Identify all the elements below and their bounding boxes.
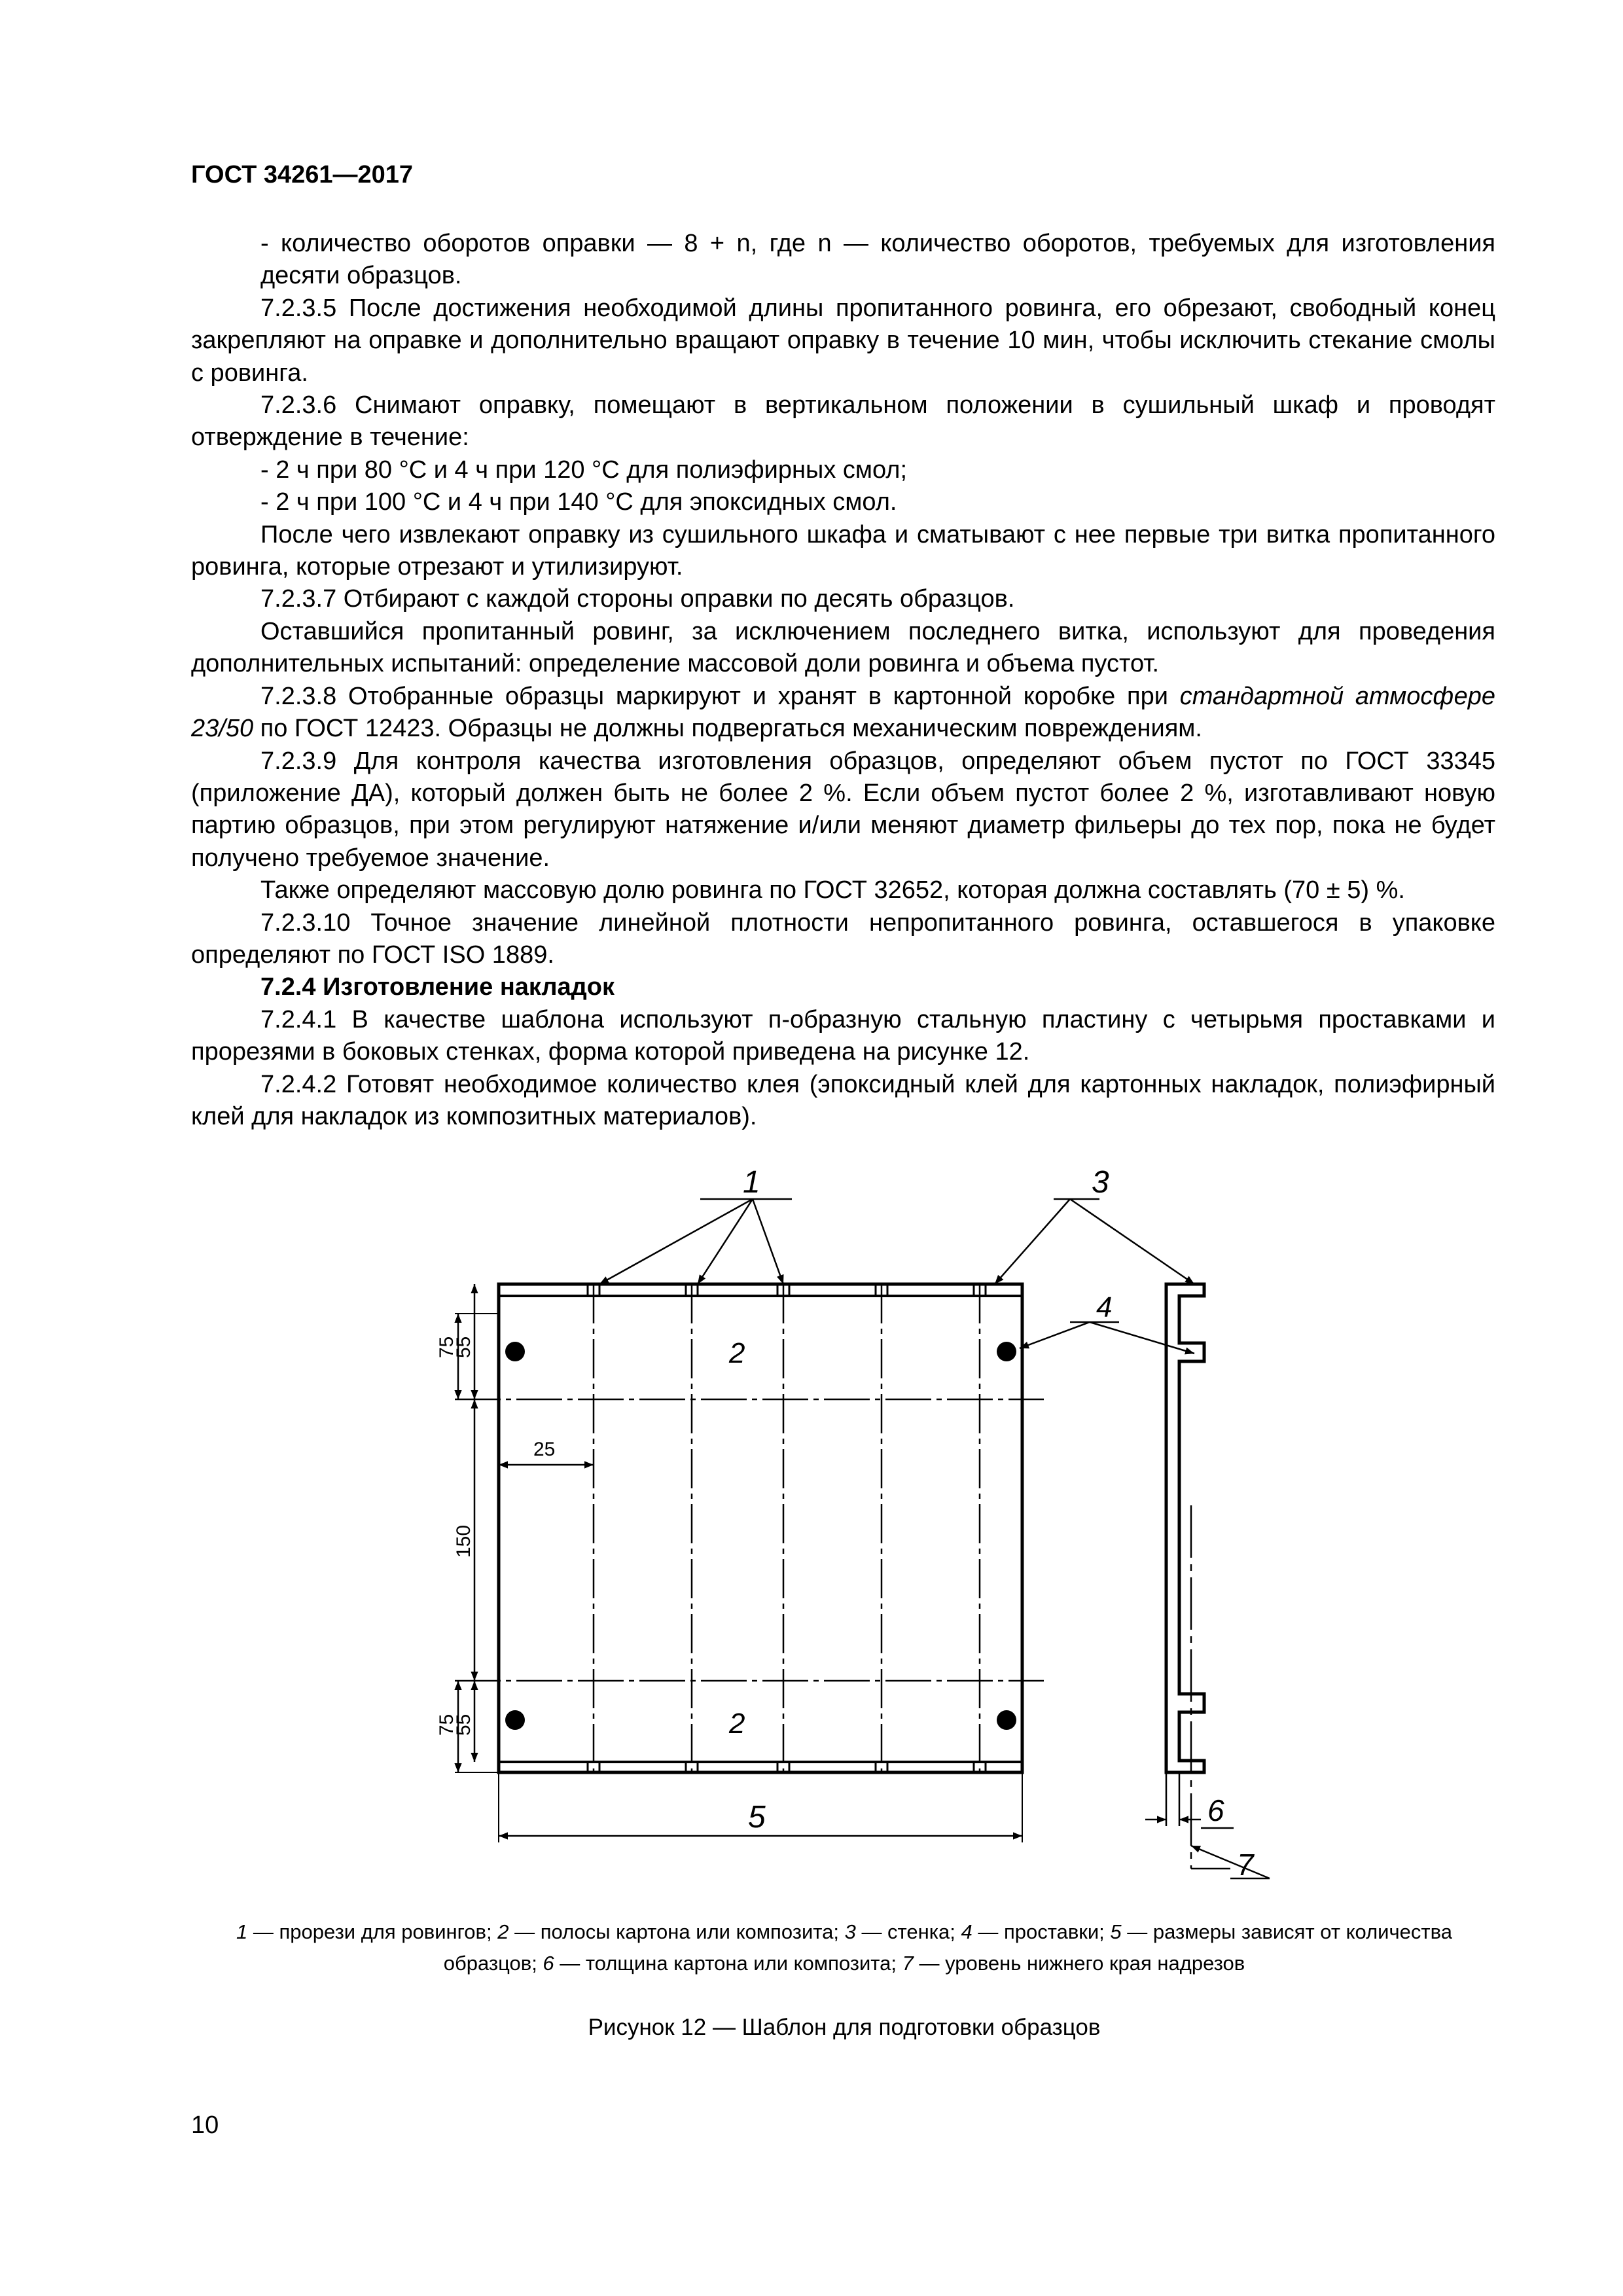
callout-1: 1 (743, 1165, 760, 1200)
legend-number: 4 (961, 1920, 972, 1943)
paragraph: 7.2.3.9 Для контроля качества изготовления образцов, определяют объем пустот по ГОСТ 33345 (приложение ДА), который должен быть не более 2 %. Если объем пустот более 2 %, изготавливают новую партию образцов, при этом регулируют натяжение и/или меняют диаметр фильеры до тех пор, пока не будет получено требуемое значение. (191, 747, 1495, 872)
page-number: 10 (191, 2111, 219, 2139)
legend-number: 3 (844, 1920, 856, 1943)
leader-line (698, 1199, 753, 1284)
paragraph: 7.2.3.6 Снимают оправку, помещают в вертикальном положении в сушильный шкаф и проводят отверждение в течение: (191, 391, 1495, 452)
legend-text: — проставки; (972, 1920, 1111, 1943)
dim-label-75-top: 75 (436, 1336, 457, 1358)
legend-text: — толщина картона или композита; (554, 1952, 902, 1975)
document-header: ГОСТ 34261—2017 (191, 161, 414, 188)
callout-2-bottom: 2 (729, 1708, 745, 1740)
paragraph: 7.2.3.5 После достижения необходимой длины пропитанного ровинга, его обрезают, свободный конец закрепляют на оправке и дополнительно вращают оправку в течение 10 мин, чтобы исключить стекание смолы с ровинга. (191, 294, 1495, 387)
figure-legend (196, 1916, 1492, 1979)
legend-text: — размеры зависят от количества образцов; (443, 1920, 1452, 1975)
paragraph: - количество оборотов оправки — 8 + n, где n — количество оборотов, требуемых для изготовления десяти образцов. (260, 230, 1495, 290)
list-item: - 2 ч при 80 °C и 4 ч при 120 °C для полиэфирных смол; (260, 456, 908, 484)
figure-caption: Рисунок 12 — Шаблон для подготовки образцов (588, 2015, 1101, 2040)
leader-line (1191, 1846, 1270, 1878)
leader-line (995, 1199, 1070, 1284)
section-heading: 7.2.4 Изготовление накладок (260, 973, 615, 1001)
leader-line (599, 1199, 753, 1284)
paragraph: 7.2.3.7 Отбирают с каждой стороны оправки по десять образцов. (260, 585, 1015, 613)
legend-number: 6 (543, 1952, 554, 1975)
italic-term: стандартной атмосфере 23/50 (191, 682, 1495, 743)
dim-label-55-top: 55 (453, 1336, 474, 1358)
leader-line (1020, 1322, 1090, 1348)
callout-5: 5 (748, 1800, 766, 1835)
legend-number: 1 (236, 1920, 248, 1943)
paragraph: 7.2.3.10 Точное значение линейной плотности непропитанного ровинга, оставшегося в упаковке определяют по ГОСТ ISO 1889. (191, 908, 1495, 969)
spacer-dot (505, 1710, 525, 1730)
callout-3: 3 (1092, 1165, 1109, 1200)
paragraph: 7.2.4.2 Готовят необходимое количество клея (эпоксидный клей для картонных накладок, полиэфирный клей для накладок из композитных материалов). (191, 1070, 1495, 1130)
callout-4: 4 (1096, 1291, 1113, 1323)
paragraph: 7.2.4.1 В качестве шаблона используют п-образную стальную пластину с четырьмя проставками и прорезями в боковых стенках, форма которой приведена на рисунке 12. (191, 1005, 1495, 1066)
paragraph (191, 681, 1495, 745)
side-view-wall (1166, 1284, 1204, 1772)
template-drawing-svg (386, 1158, 1302, 1898)
paragraph: Оставшийся пропитанный ровинг, за исключением последнего витка, используют для проведения дополнительных испытаний: определение массовой доли ровинга и объема пустот. (191, 617, 1495, 678)
paragraph: После чего извлекают оправку из сушильного шкафа и сматывают с нее первые три витка пропитанного ровинга, которые отрезают и утилизируют. (191, 520, 1495, 581)
dim-label-55-bottom: 55 (453, 1713, 474, 1736)
callout-6: 6 (1207, 1793, 1224, 1827)
template-plate (499, 1284, 1022, 1772)
spacer-dot (505, 1342, 525, 1361)
list-item: - 2 ч при 100 °C и 4 ч при 140 °C для эпоксидных смол. (260, 488, 897, 516)
paragraph: Также определяют массовую долю ровинга по ГОСТ 32652, которая должна составлять (70 ± 5) %. (260, 876, 1405, 905)
callout-2-top: 2 (729, 1337, 745, 1369)
legend-number: 7 (902, 1952, 914, 1975)
legend-number: 2 (497, 1920, 509, 1943)
spacer-dot (997, 1342, 1016, 1361)
legend-text: — полосы картона или композита; (508, 1920, 845, 1943)
body-text (191, 228, 1495, 1133)
leader-line (753, 1199, 783, 1284)
paragraph-part: 7.2.3.8 Отобранные образцы маркируют и хранят в картонной коробке при (260, 682, 1180, 710)
legend-text: — прорези для ровингов; (247, 1920, 498, 1943)
legend-text: — стенка; (855, 1920, 961, 1943)
leader-line (1070, 1199, 1194, 1284)
legend-text: — уровень нижнего края надрезов (913, 1952, 1245, 1975)
dim-label-25: 25 (533, 1439, 556, 1460)
legend-number: 5 (1110, 1920, 1122, 1943)
callout-7: 7 (1237, 1848, 1254, 1882)
figure-template-drawing (386, 1158, 1302, 1898)
dim-label-75-bottom: 75 (436, 1713, 457, 1736)
spacer-dot (997, 1710, 1016, 1730)
dim-label-150: 150 (453, 1524, 474, 1558)
paragraph-part: по ГОСТ 12423. Образцы не должны подвергаться механическим повреждениям. (253, 715, 1202, 743)
